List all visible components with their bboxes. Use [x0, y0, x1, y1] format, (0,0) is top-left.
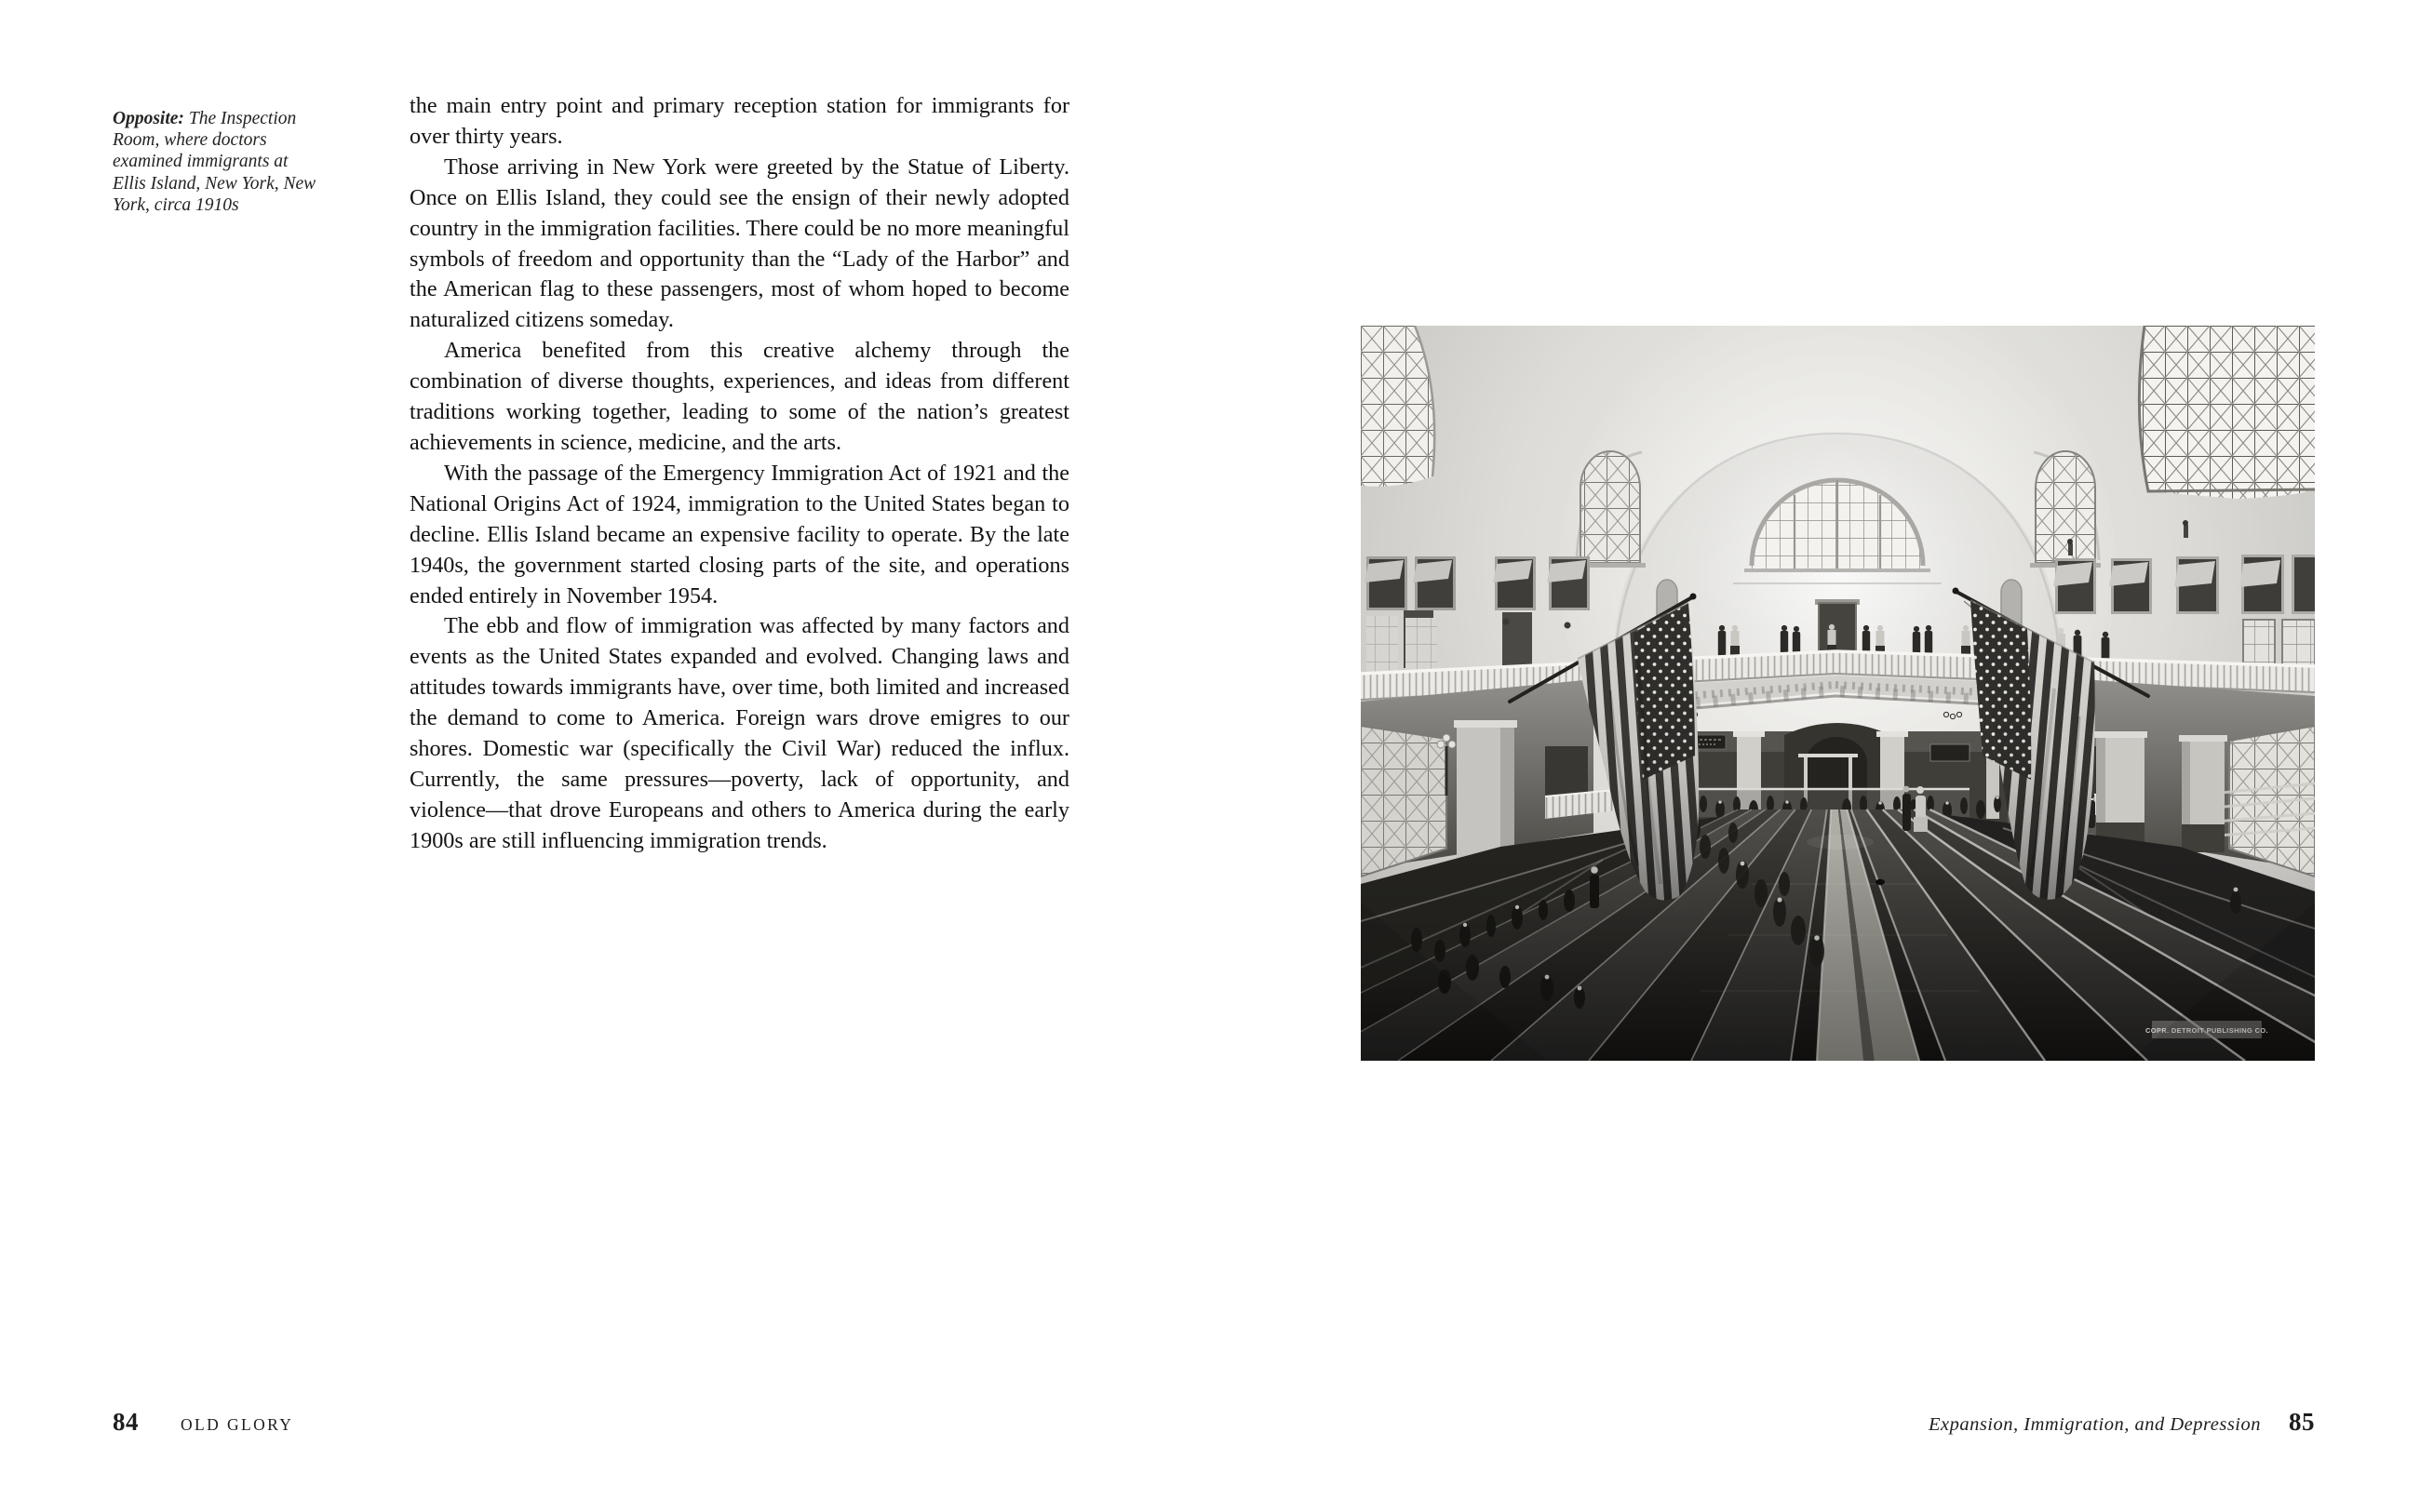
photo-vignette	[1361, 326, 2315, 1061]
ellis-island-photo	[1361, 326, 2315, 1061]
paragraph: With the passage of the Emergency Immigration Act of 1921 and the National Origins Act of 1924, immigration to the United States began to decline. Ellis Island became an expensive facility to operate. By the late 1940s, the government started closing parts of the site, and operations ended entirely in November 1954.	[410, 460, 1069, 609]
page-number-left: 84	[113, 1408, 139, 1436]
paragraph: the main entry point and primary reception station for immigrants for over thirty years.	[410, 93, 1069, 149]
paragraph: America benefited from this creative alchemy through the combination of diverse thoughts, experiences, and ideas from different traditions working together, leading to some of the nation’s greatest achievements in science, medicine, and the arts.	[410, 338, 1069, 455]
running-head-chapter-title: Expansion, Immigration, and Depression	[1928, 1414, 2261, 1435]
caption-text: The Inspection Room, where doctors examined immigrants at Ellis Island, New York, New York, circa 1910s	[113, 109, 316, 215]
paragraph: The ebb and flow of immigration was affected by many factors and events as the United States expanded and evolved. Changing laws and attitudes towards immigrants have, over time, both limited and increased the demand to come to America. Foreign wars drove emigres to our shores. Domestic war (specifically the Civil War) reduced the influx. Currently, the same pressures—poverty, lack of opportunity, and violence—that drove Europeans and others to America during the early 1900s are still influencing immigration trends.	[410, 613, 1069, 853]
caption-label: Opposite:	[113, 109, 184, 128]
photo-caption	[113, 108, 321, 216]
right-folio	[1929, 1408, 2315, 1437]
left-folio	[113, 1408, 293, 1437]
ellis-island-photo-art	[1361, 326, 2315, 1061]
page-number-right: 85	[2289, 1408, 2315, 1436]
running-head-book-title: OLD GLORY	[181, 1415, 294, 1434]
body-text	[410, 91, 1069, 857]
paragraph: Those arriving in New York were greeted by the Statue of Liberty. Once on Ellis Island, they could see the ensign of their newly adopted country in the immigration facilities. There could be no more meaningful symbols of freedom and opportunity than the “Lady of the Harbor” and the American flag to these passengers, most of whom hoped to become naturalized citizens someday.	[410, 154, 1069, 333]
